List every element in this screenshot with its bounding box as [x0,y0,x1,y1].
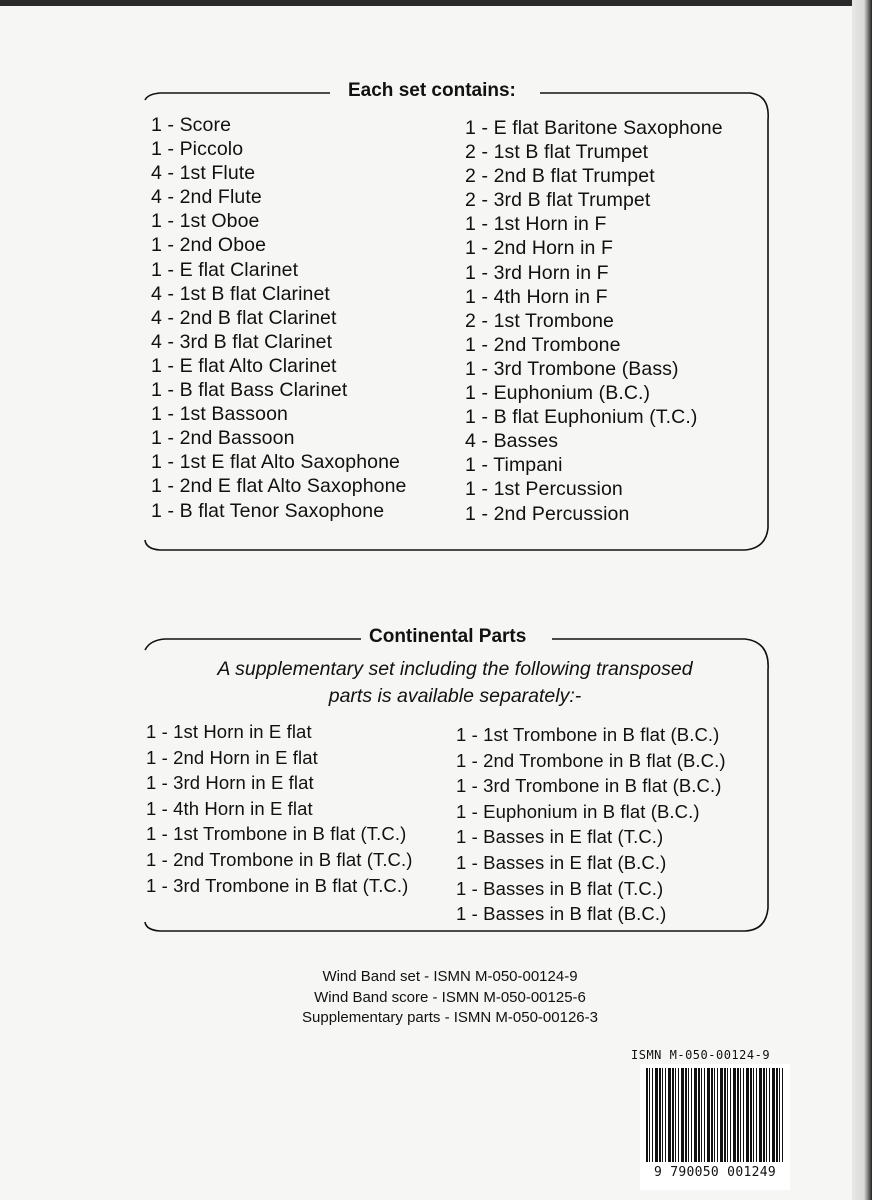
box2-right-list [456,722,726,927]
list-item: 2 - 1st Trombone [465,309,615,332]
list-item: 1 - 4th Horn in F [465,285,608,308]
list-item: 1 - E flat Baritone Saxophone [465,117,723,139]
list-item: 1 - B flat Euphonium (T.C.) [465,406,698,429]
list-item: 1 - 3rd Horn in E flat [146,772,314,794]
list-item: 1 - 2nd Trombone [465,333,621,356]
list-item: 1 - E flat Alto Clarinet [151,354,337,377]
list-item: 1 - 2nd E flat Alto Saxophone [151,475,407,498]
list-item: 1 - E flat Clarinet [151,258,299,281]
list-item: 1 - Piccolo [151,138,244,161]
box2-top-left-line [145,639,362,650]
list-item: 1 - 2nd Oboe [151,234,267,257]
list-item: 1 - Euphonium in B flat (B.C.) [456,800,700,822]
ismn-score-line: Wind Band score - ISMN M-050-00125-6 [314,988,586,1006]
ismn-info [200,967,700,1029]
list-item: 1 - Basses in E flat (T.C.) [456,826,664,848]
list-item: 1 - 2nd Percussion [465,502,630,525]
barcode-ismn-label: ISMN M-050-00124-9 [631,1048,771,1062]
box1-right-list [465,116,723,526]
list-item: 1 - 2nd Horn in F [465,237,614,260]
list-item: 1 - 4th Horn in E flat [146,797,313,819]
list-item: 1 - Basses in E flat (B.C.) [456,851,667,873]
box2-title: Continental Parts [361,626,534,648]
barcode-bars [646,1068,784,1162]
list-item: 2 - 3rd B flat Trumpet [465,189,651,212]
list-item: 1 - 1st Trombone in B flat (B.C.) [456,724,720,745]
list-item: 1 - Timpani [465,454,563,477]
list-item: 4 - 2nd B flat Clarinet [151,306,337,329]
list-item: 4 - 1st B flat Clarinet [151,282,330,305]
list-item: 1 - 2nd Horn in E flat [146,746,318,768]
list-item: 1 - 1st Bassoon [151,403,288,426]
list-item: 1 - 1st Percussion [465,478,623,501]
box2-left-list [146,719,413,898]
list-item: 1 - Basses in B flat (B.C.) [456,903,667,925]
box1-left-list [151,113,407,523]
list-item: 4 - Basses [465,430,559,453]
cover-spine-edge [852,0,872,1200]
list-item: 1 - 2nd Trombone in B flat (T.C.) [146,848,413,870]
box2-note-line2: parts is available separately:- [328,685,582,707]
list-item: 4 - 1st Flute [151,162,256,185]
list-item: 1 - 2nd Bassoon [151,427,295,450]
list-item: 1 - 2nd Trombone in B flat (B.C.) [456,749,726,771]
list-item: 1 - 1st E flat Alto Saxophone [151,451,400,474]
box2-note-line1: A supplementary set including the following transposed [217,658,693,680]
list-item: 1 - 3rd Trombone in B flat (B.C.) [456,775,722,797]
list-item: 1 - 3rd Horn in F [465,261,609,284]
barcode-digits: 9 790050 001249 [640,1165,790,1180]
list-item: 2 - 1st B flat Trumpet [465,141,649,164]
box1-title: Each set contains: [340,80,524,102]
list-item: 1 - 3rd Trombone (Bass) [465,357,679,380]
list-item: 1 - 1st Trombone in B flat (T.C.) [146,823,407,845]
list-item: 4 - 3rd B flat Clarinet [151,330,333,353]
list-item: 1 - 3rd Trombone in B flat (T.C.) [146,874,409,896]
list-item: 1 - 1st Horn in E flat [146,721,312,742]
list-item: 4 - 2nd Flute [151,186,262,209]
list-item: 1 - Basses in B flat (T.C.) [456,877,664,899]
list-item: 1 - 1st Horn in F [465,213,607,236]
ismn-supplementary-line: Supplementary parts - ISMN M-050-00126-3 [302,1009,598,1026]
list-item: 1 - 1st Oboe [151,210,260,233]
list-item: 1 - B flat Tenor Saxophone [151,499,385,522]
box1-top-left-line [145,93,330,100]
list-item: 1 - Euphonium (B.C.) [465,382,651,405]
list-item: 2 - 2nd B flat Trumpet [465,165,655,188]
list-item: 1 - B flat Bass Clarinet [151,379,348,402]
ismn-set-line: Wind Band set - ISMN M-050-00124-9 [322,968,578,985]
list-item: 1 - Score [151,114,232,136]
